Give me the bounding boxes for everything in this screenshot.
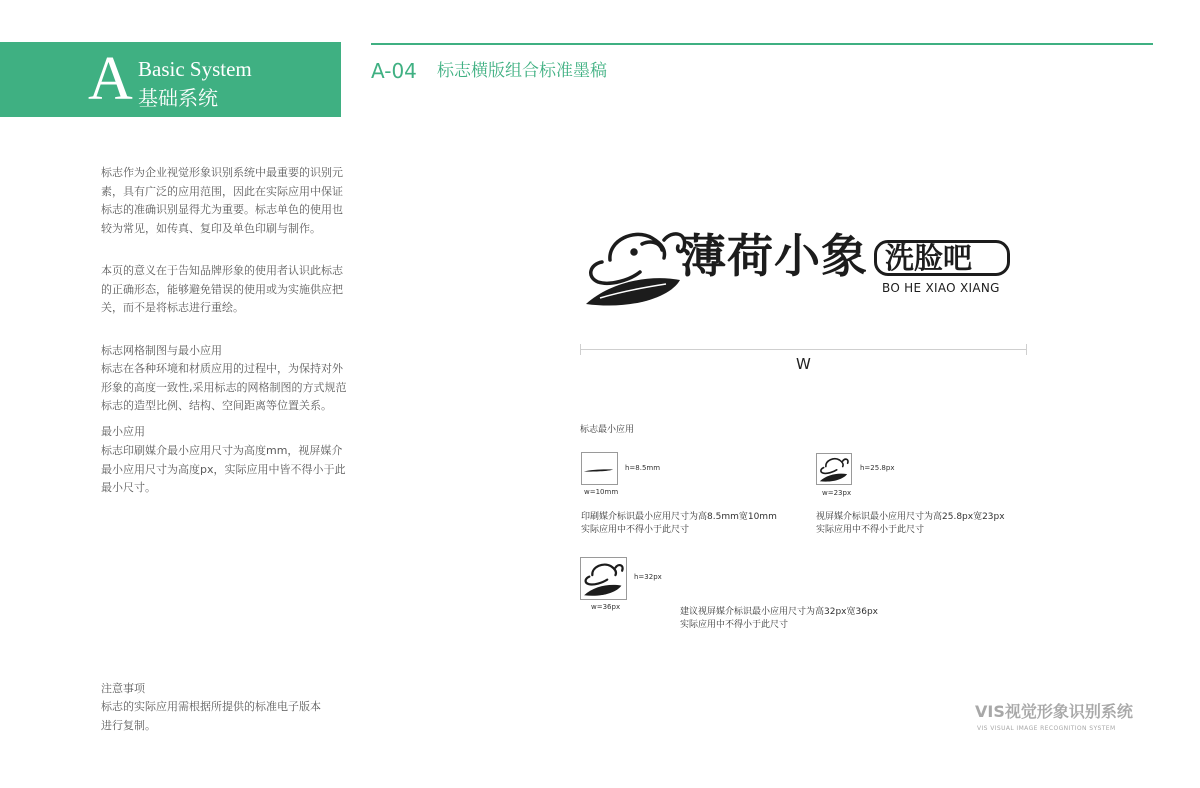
page-title: 标志横版组合标准墨稿 [437, 61, 607, 81]
purpose-paragraph: 本页的意义在于告知品牌形象的使用者认识此标志的正确形态，能够避免错误的使用或为实施供应把关，而不是将标志进行重绘。 [101, 264, 343, 314]
section-title-en: Basic System [138, 57, 252, 81]
width-dimension-line [580, 349, 1027, 350]
vis-title: VIS视觉形象识别系统 [975, 702, 1133, 721]
recommended-min-desc [680, 606, 878, 632]
screen-min-desc-line1: 视屏媒介标识最小应用尺寸为高25.8px宽23px [816, 512, 1005, 522]
mini-logo-screen [816, 453, 852, 485]
intro-paragraph: 标志作为企业视觉形象识别系统中最重要的识别元素，具有广泛的应用范围，因此在实际应用中保证标志的准确识别显得尤为重要。标志单色的使用也较为常见，如传真、复印及单色印刷与制作。 [101, 166, 343, 235]
brand-pinyin: BO HE XIAO XIANG [882, 281, 1000, 295]
print-min-desc-line2: 实际应用中不得小于此尺寸 [581, 525, 690, 535]
page-code: A-04 [371, 59, 417, 83]
recommended-min-desc-line1: 建议视屏媒介标识最小应用尺寸为高32px宽36px [680, 607, 878, 617]
screen-min-desc [816, 511, 1005, 537]
min-usage-paragraph: 标志印刷媒介最小应用尺寸为高度mm，视屏媒介最小应用尺寸为高度px，实际应用中皆不得小于此最小尺寸。 [101, 444, 346, 494]
mini-logo-print [581, 452, 618, 485]
width-tick-right [1026, 344, 1027, 355]
screen-width-label: w=23px [822, 489, 852, 497]
elephant-leaf-logo-icon [817, 454, 851, 484]
print-min-desc [581, 511, 777, 537]
width-label: W [796, 355, 811, 373]
min-usage-heading: 最小应用 [101, 425, 145, 438]
screen-min-desc-line2: 实际应用中不得小于此尺寸 [816, 525, 925, 535]
section-title-cn: 基础系统 [138, 86, 218, 110]
section-letter: A [88, 45, 133, 113]
top-divider [371, 43, 1153, 45]
mini-logo-recommended [580, 557, 627, 600]
print-height-label: h=8.5mm [625, 464, 661, 472]
recommended-height-label: h=32px [634, 573, 662, 581]
vis-subtitle: VIS VISUAL IMAGE RECOGNITION SYSTEM [977, 725, 1116, 732]
grid-paragraph: 标志在各种环境和材质应用的过程中，为保持对外形象的高度一致性,采用标志的网格制图的方式规范标志的造型比例、结构、空间距离等位置关系。 [101, 362, 347, 412]
note-paragraph: 标志的实际应用需根据所提供的标准电子版本进行复制。 [101, 700, 321, 732]
brand-tag: 洗脸吧 [885, 241, 973, 275]
screen-height-label: h=25.8px [860, 464, 895, 472]
recommended-width-label: w=36px [591, 603, 621, 611]
print-min-desc-line1: 印刷媒介标识最小应用尺寸为高8.5mm宽10mm [581, 512, 777, 522]
print-width-label: w=10mm [584, 488, 619, 496]
recommended-min-desc-line2: 实际应用中不得小于此尺寸 [680, 620, 789, 630]
width-tick-left [580, 344, 581, 355]
elephant-leaf-logo-icon [581, 558, 626, 599]
min-usage-title: 标志最小应用 [580, 425, 635, 435]
brand-name-cn: 薄荷小象 [680, 229, 868, 283]
note-heading: 注意事项 [101, 682, 145, 695]
elephant-leaf-logo-icon [582, 453, 617, 484]
grid-heading: 标志网格制图与最小应用 [101, 344, 222, 357]
